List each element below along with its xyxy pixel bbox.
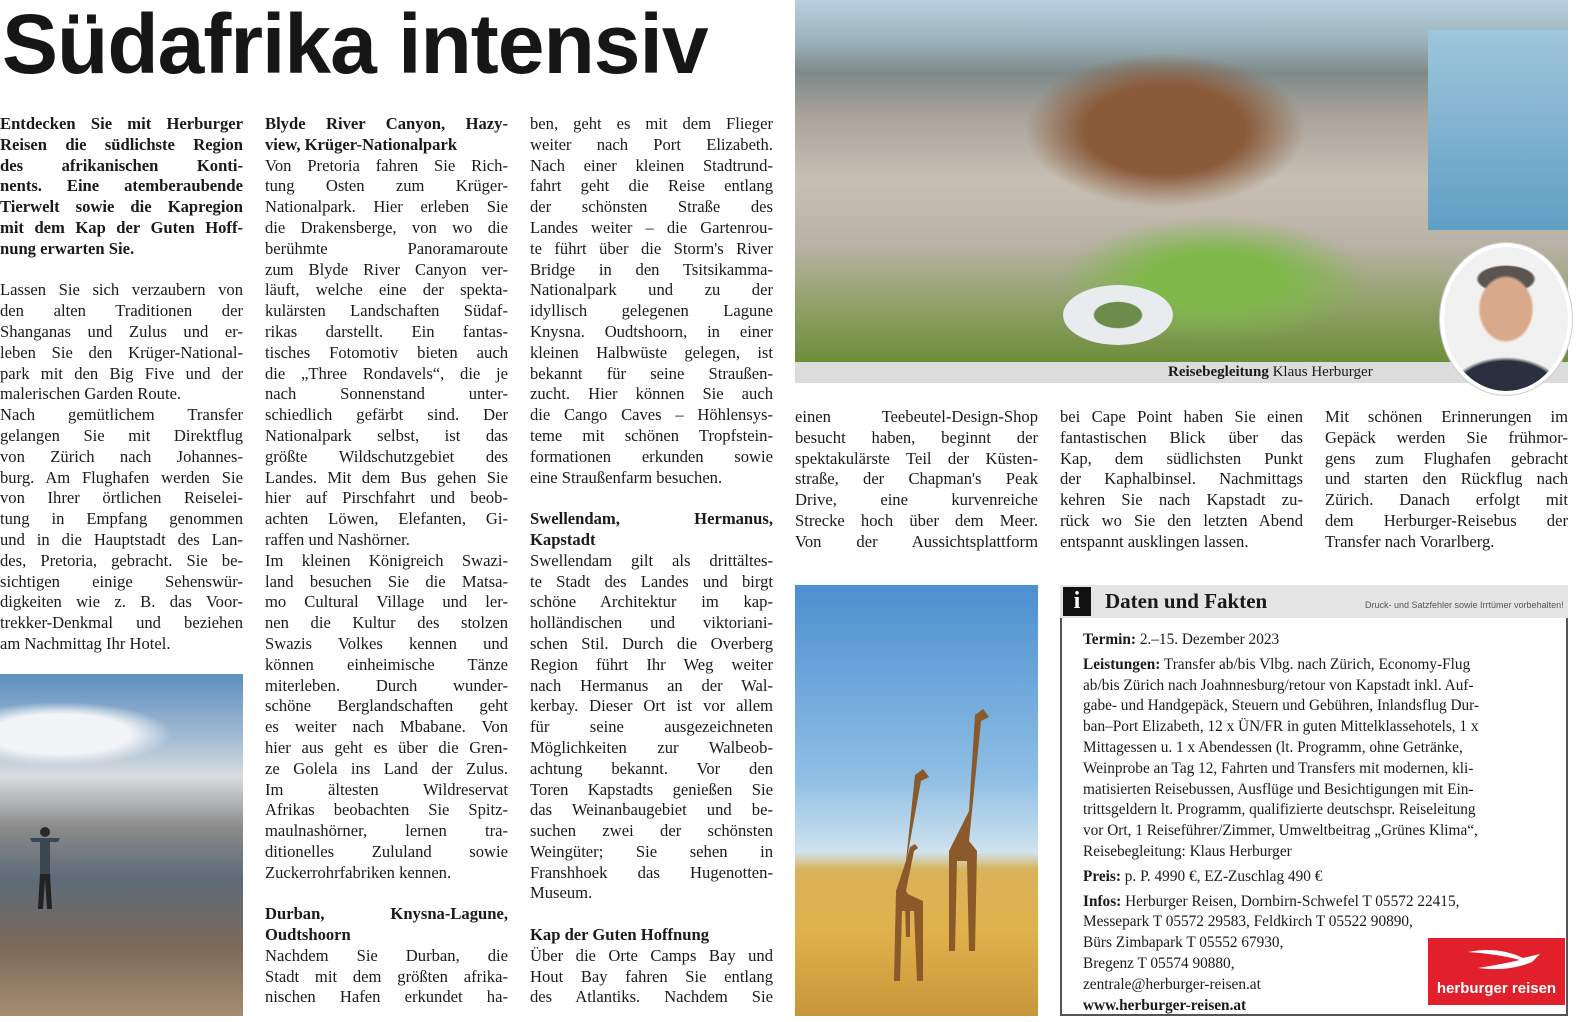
paragraph bbox=[0, 280, 243, 405]
text-line: te führt über die Storm's River bbox=[530, 238, 773, 258]
text-line: maulnashörner, lernen tra- bbox=[265, 821, 508, 841]
text-line: zum Blyde River Canyon ver- bbox=[265, 259, 508, 279]
text-line: rück wo Sie den letzten Abend bbox=[1060, 510, 1303, 530]
fact-text: vor Ort, 1 Reiseführer/Zimmer, Umweltbeitrag „Grünes Klima“, bbox=[1083, 822, 1478, 840]
text-line: Strecke hoch über dem Meer. bbox=[795, 510, 1038, 530]
text-line: von Zürich nach Johannes- bbox=[0, 446, 243, 466]
text-line: und in die Hauptstadt des Lan- bbox=[0, 529, 243, 549]
paragraph bbox=[1060, 407, 1303, 553]
text-line: Franshhoek das Hugenotten- bbox=[530, 862, 773, 882]
text-line: Drive, eine kurvenreiche bbox=[795, 490, 1038, 510]
text-line: ze Golela ins Land der Zulus. bbox=[265, 758, 508, 778]
text-line: tung in Empfang genommen bbox=[0, 509, 243, 529]
fact-text: 2.–15. Dezember 2023 bbox=[1139, 631, 1280, 648]
text-line: Im kleinen Königreich Swazi- bbox=[265, 550, 508, 570]
caption-name: Klaus Herburger bbox=[1272, 364, 1373, 380]
fact-line bbox=[1083, 800, 1563, 821]
text-line: von Ihrer örtlichen Reiselei- bbox=[0, 488, 243, 508]
fact-line bbox=[1083, 655, 1563, 676]
text-line: te Stadt des Landes und birgt bbox=[530, 571, 773, 591]
fact-text: Reisebegleitung: Klaus Herburger bbox=[1083, 842, 1292, 860]
text-line: Hout Bay fahren Sie entlang bbox=[530, 966, 773, 986]
text-line: Stadt mit dem größten afrika- bbox=[265, 966, 508, 986]
text-line: achten Löwen, Elefanten, Gi- bbox=[265, 509, 508, 529]
text-line: Museum. bbox=[530, 883, 593, 903]
text-line: Lassen Sie sich verzaubern von bbox=[0, 280, 243, 300]
text-line: Weingüter; Sie sehen in bbox=[530, 841, 773, 861]
article-column-6 bbox=[1325, 407, 1568, 553]
info-icon: i bbox=[1063, 587, 1091, 616]
text-line: Durban, Knysna-Lagune, bbox=[265, 904, 508, 924]
fact-text: Transfer ab/bis Vlbg. nach Zürich, Economy-Flug bbox=[1163, 655, 1471, 673]
text-line: Nationalpark selbst, ist das bbox=[265, 425, 508, 445]
fact-line bbox=[1083, 676, 1563, 697]
text-line: raffen und Nashörner. bbox=[265, 529, 410, 549]
text-line: für seine ausgezeichneten bbox=[530, 717, 773, 737]
text-line: nents. Eine atemberaubende bbox=[0, 176, 243, 196]
paragraph bbox=[265, 156, 508, 551]
fact-text: Bürs Zimbapark T 05552 67930, bbox=[1083, 934, 1284, 952]
fact-text: Bregenz T 05574 90880, bbox=[1083, 954, 1235, 972]
text-line: Landes. Mit dem Bus gehen Sie bbox=[265, 467, 508, 487]
text-line: suchen zwei der schönsten bbox=[530, 821, 773, 841]
text-line: die Cango Caves – Höhlensys- bbox=[530, 405, 773, 425]
text-line: straße, der Chapman's Peak bbox=[795, 469, 1038, 489]
text-line: kleinen Halbwüste gelegen, ist bbox=[530, 342, 773, 362]
fact-row bbox=[1083, 630, 1563, 651]
text-line: miterleben. Durch wunder- bbox=[265, 675, 508, 695]
text-line: die Drakensberge, von wo die bbox=[265, 217, 508, 237]
bird-logo-icon bbox=[1428, 938, 1565, 983]
text-line: Zuckerrohrfabriken kennen. bbox=[265, 862, 452, 882]
fact-line bbox=[1083, 696, 1563, 717]
paragraph bbox=[0, 405, 243, 655]
caption-label: Reisebegleitung bbox=[1168, 364, 1269, 380]
text-line: leben Sie den Krüger-National- bbox=[0, 342, 243, 362]
fact-line bbox=[1083, 912, 1563, 933]
text-line: nach Hermanus an der Wal- bbox=[530, 675, 773, 695]
fact-text: gabe- und Handgepäck, Steuern und Gebühren, Inlandsflug Dur- bbox=[1083, 697, 1480, 715]
stadium bbox=[1063, 285, 1173, 345]
photo-caption bbox=[1168, 364, 1373, 381]
text-line: Kap, dem südlichsten Punkt bbox=[1060, 448, 1303, 468]
text-line: Nationalpark. Hier erleben Sie bbox=[265, 197, 508, 217]
text-line: gens zum Flughafen gebracht bbox=[1325, 448, 1568, 468]
text-line: Swazis Volkes kennen und bbox=[265, 633, 508, 653]
text-line: kerbay. Dieser Ort ist vor allem bbox=[530, 696, 773, 716]
text-line: fahrt geht die Reise entlang bbox=[530, 176, 773, 196]
fact-text[interactable]: zentrale@herburger-reisen.at bbox=[1083, 975, 1261, 993]
text-line: sichtigen einige Sehenswür- bbox=[0, 571, 243, 591]
text-line: besucht haben, beginnt der bbox=[795, 427, 1038, 447]
fact-line bbox=[1083, 780, 1563, 801]
article-column-4 bbox=[795, 407, 1038, 553]
text-line: mit dem Kap der Guten Hoff- bbox=[0, 217, 243, 237]
text-line: rikas darstellt. Ein fantas- bbox=[265, 321, 508, 341]
fact-line bbox=[1083, 821, 1563, 842]
fact-text: matisierten Reisebussen, Ausflüge und Besichtigungen mit Ein- bbox=[1083, 780, 1474, 798]
text-line: am Nachmittag Ihr Hotel. bbox=[0, 633, 171, 653]
paragraph-gap bbox=[265, 883, 508, 904]
fact-label: Leistungen: bbox=[1083, 655, 1161, 673]
text-line: der schönsten Straße des bbox=[530, 197, 773, 217]
text-line: Möglichkeiten zur Walbeob- bbox=[530, 737, 773, 757]
text-line: es weiter nach Mbabane. Von bbox=[265, 717, 508, 737]
text-line: eine Straußenfarm besuchen. bbox=[530, 467, 723, 487]
text-line: dem Herburger-Reisebus der bbox=[1325, 510, 1568, 530]
section-heading bbox=[530, 509, 773, 551]
fact-line bbox=[1083, 717, 1563, 738]
text-line: Landes weiter – die Gartenrou- bbox=[530, 217, 773, 237]
fact-text: Mittagessen u. 1 x Abendessen (lt. Programm, ohne Getränke, bbox=[1083, 738, 1463, 756]
text-line: Reisen die südlichste Region bbox=[0, 134, 243, 154]
text-line: schiedlich gefärbt sind. Der bbox=[265, 405, 508, 425]
text-line: Tierwelt sowie die Kapregion bbox=[0, 197, 243, 217]
text-line: Swellendam gilt als drittältes- bbox=[530, 550, 773, 570]
fact-label: Preis: bbox=[1083, 867, 1121, 885]
text-line: Swellendam, Hermanus, bbox=[530, 509, 773, 529]
text-line: entspannt ausklingen lassen. bbox=[1060, 531, 1249, 551]
text-line: hier aus geht es über die Gren- bbox=[265, 737, 508, 757]
text-line: Kapstadt bbox=[530, 529, 596, 549]
hiker-silhouette bbox=[30, 824, 60, 914]
fact-text: Messepark T 05572 29583, Feldkirch T 05522 90890, bbox=[1083, 913, 1413, 931]
fact-line bbox=[1083, 867, 1563, 888]
text-line: Nach gemütlichem Transfer bbox=[0, 405, 243, 425]
facts-box-title: Daten und Fakten bbox=[1105, 589, 1268, 613]
portrait-photo bbox=[1440, 243, 1572, 395]
text-line: holländischen und viktoriani- bbox=[530, 613, 773, 633]
fact-line bbox=[1083, 738, 1563, 759]
fact-label: Termin: bbox=[1083, 631, 1136, 648]
text-line: hier auf Pirschfahrt und beob- bbox=[265, 488, 508, 508]
text-line: Nachdem Sie Durban, die bbox=[265, 945, 508, 965]
paragraph-gap bbox=[530, 488, 773, 509]
fact-text: Herburger Reisen, Dornbirn-Schwefel T 05572 22415, bbox=[1125, 892, 1460, 910]
text-line: nach Sonnenstand unter- bbox=[265, 384, 508, 404]
text-line: Bridge in den Tsitsikamma- bbox=[530, 259, 773, 279]
article-column-5 bbox=[1060, 407, 1303, 553]
text-line: größte Wildschutzgebiet des bbox=[265, 446, 508, 466]
herburger-reisen-logo bbox=[1428, 938, 1565, 1005]
disclaimer-note: Druck- und Satzfehler sowie Irrtümer vorbehalten! bbox=[1365, 600, 1564, 610]
logo-text: herburger reisen bbox=[1436, 980, 1557, 997]
text-line: Gepäck werden Sie frühmor- bbox=[1325, 427, 1568, 447]
text-line: des, Pretoria, gebracht. Sie be- bbox=[0, 550, 243, 570]
fact-line bbox=[1083, 842, 1563, 863]
text-line: Blyde River Canyon, Hazy- bbox=[265, 114, 508, 133]
text-line: läuft, welche eine der spekta- bbox=[265, 280, 508, 300]
text-line: die „Three Rondavels“, die je bbox=[265, 363, 508, 383]
text-line: spektakulärste Teil der Küsten- bbox=[795, 448, 1038, 468]
website-link[interactable]: www.herburger-reisen.at bbox=[1083, 996, 1247, 1014]
text-line: ditionelles Zululand sowie bbox=[265, 841, 508, 861]
paragraph bbox=[795, 407, 1038, 553]
text-line: berühmte Panoramaroute bbox=[265, 238, 508, 258]
text-line: weiter nach Port Elizabeth. bbox=[530, 134, 773, 154]
text-line: zucht. Hier können Sie auch bbox=[530, 384, 773, 404]
article-column-1 bbox=[0, 114, 243, 655]
fact-label: Infos: bbox=[1083, 892, 1122, 910]
text-line: tung Osten zum Krüger- bbox=[265, 176, 508, 196]
text-line: malerischen Garden Route. bbox=[0, 384, 182, 404]
text-line: kulärsten Landschaften Südaf- bbox=[265, 301, 508, 321]
text-line: schöne Berglandschaften geht bbox=[265, 696, 508, 716]
text-line: Von der Aussichtsplattform bbox=[795, 531, 1038, 551]
text-line: Knysna. Oudtshoorn, in einer bbox=[530, 321, 773, 341]
text-line: Kap der Guten Hoffnung bbox=[530, 925, 710, 945]
text-line: des afrikanischen Konti- bbox=[0, 155, 243, 175]
text-line: mo Cultural Village und ler- bbox=[265, 592, 508, 612]
text-line: das Weinanbaugebiet und be- bbox=[530, 800, 773, 820]
text-line: den alten Traditionen der bbox=[0, 301, 243, 321]
paragraph bbox=[530, 551, 773, 905]
fact-line bbox=[1083, 892, 1563, 913]
text-line: tisches Fotomotiv bieten auch bbox=[265, 342, 508, 362]
text-line: Nationalpark und zu der bbox=[530, 280, 773, 300]
text-line: und starten den Rückflug nach bbox=[1325, 469, 1568, 489]
text-line: achtung bekannt. Vor den bbox=[530, 758, 773, 778]
fact-text: trittsgeldern lt. Programm, qualifizierte deutschspr. Reiseleitung bbox=[1083, 801, 1476, 819]
text-line: digkeiten wie z. B. das Voor- bbox=[0, 592, 243, 612]
paragraph bbox=[265, 551, 508, 884]
text-line: land besuchen Sie die Matsa- bbox=[265, 571, 508, 591]
text-line: einen Teebeutel-Design-Shop bbox=[795, 407, 1038, 426]
text-line: nen die Kultur des stolzen bbox=[265, 613, 508, 633]
text-line: ben, geht es mit dem Flieger bbox=[530, 114, 773, 133]
fact-row bbox=[1083, 655, 1563, 863]
text-line: Von Pretoria fahren Sie Rich- bbox=[265, 155, 508, 175]
paragraph bbox=[265, 946, 508, 1008]
section-heading bbox=[265, 904, 508, 946]
article-title: Südafrika intensiv bbox=[2, 0, 708, 91]
article-column-3 bbox=[530, 114, 773, 1008]
paragraph bbox=[1325, 407, 1568, 553]
fact-text: ab/bis Zürich nach Joahnnesburg/retour von Kapstadt inkl. Auf- bbox=[1083, 676, 1474, 694]
text-line: Nach einer kleinen Stadtrund- bbox=[530, 155, 773, 175]
text-line: Im ältesten Wildreservat bbox=[265, 779, 508, 799]
text-line: formationen erkunden sowie bbox=[530, 446, 773, 466]
paragraph-gap bbox=[530, 904, 773, 925]
ocean bbox=[1428, 30, 1568, 230]
text-line: idyllisch gelegenen Lagune bbox=[530, 301, 773, 321]
paragraph bbox=[530, 114, 773, 488]
section-heading bbox=[265, 114, 508, 156]
text-line: des Atlantiks. Nachdem Sie bbox=[530, 987, 773, 1007]
text-line: können einheimische Tänze bbox=[265, 654, 508, 674]
paragraph bbox=[530, 946, 773, 1008]
fact-line bbox=[1083, 630, 1563, 651]
text-line: fantastischen Blick über das bbox=[1060, 427, 1303, 447]
text-line: schöne Architektur im kap- bbox=[530, 592, 773, 612]
article-column-2 bbox=[265, 114, 508, 1008]
fact-line bbox=[1083, 759, 1563, 780]
text-line: Über die Orte Camps Bay und bbox=[530, 945, 773, 965]
text-line: burg. Am Flughafen werden Sie bbox=[0, 467, 243, 487]
text-line: Transfer nach Vorarlberg. bbox=[1325, 531, 1495, 551]
text-line: park mit den Big Five und der bbox=[0, 363, 243, 383]
fact-text: ban–Port Elizabeth, 12 x ÜN/FR in guten Mittelklassehotels, 1 x bbox=[1083, 718, 1479, 736]
table-mountain-hiker-photo bbox=[0, 674, 243, 1016]
section-heading bbox=[0, 114, 243, 260]
text-line: Zürich. Danach erfolgt mit bbox=[1325, 490, 1568, 510]
giraffes-photo bbox=[795, 585, 1038, 1016]
text-line: Oudtshoorn bbox=[265, 925, 351, 945]
text-line: bekannt für seine Straußen- bbox=[530, 363, 773, 383]
text-line: Toren Kapstadts genießen Sie bbox=[530, 779, 773, 799]
text-line: Mit schönen Erinnerungen im bbox=[1325, 407, 1568, 426]
text-line: Region führt Ihr Weg weiter bbox=[530, 654, 773, 674]
text-line: kehren Sie nach Kapstadt zu- bbox=[1060, 490, 1303, 510]
text-line: nung erwarten Sie. bbox=[0, 238, 135, 258]
text-line: bei Cape Point haben Sie einen bbox=[1060, 407, 1303, 426]
text-line: Shanganas und Zulus und er- bbox=[0, 321, 243, 341]
text-line: teme mit schönen Tropfstein- bbox=[530, 425, 773, 445]
giraffe-silhouettes bbox=[795, 585, 1038, 1016]
text-line: Entdecken Sie mit Herburger bbox=[0, 114, 243, 133]
text-line: Afrikas beobachten Sie Spitz- bbox=[265, 800, 508, 820]
text-line: view, Krüger-Nationalpark bbox=[265, 134, 458, 154]
text-line: trekker-Denkmal und beziehen bbox=[0, 613, 243, 633]
text-line: gelangen Sie mit Direktflug bbox=[0, 425, 243, 445]
fact-text: p. P. 4990 €, EZ-Zuschlag 490 € bbox=[1124, 867, 1323, 885]
section-heading bbox=[530, 925, 773, 946]
text-line: schen Stil. Durch die Overberg bbox=[530, 633, 773, 653]
text-line: der Kaphalbinsel. Nachmittags bbox=[1060, 469, 1303, 489]
fact-row bbox=[1083, 867, 1563, 888]
text-line: nischen Hafen erkundet ha- bbox=[265, 987, 508, 1007]
paragraph-gap bbox=[0, 260, 243, 281]
fact-text: Weinprobe an Tag 12, Fahrten und Transfers mit modernen, kli- bbox=[1083, 759, 1474, 777]
